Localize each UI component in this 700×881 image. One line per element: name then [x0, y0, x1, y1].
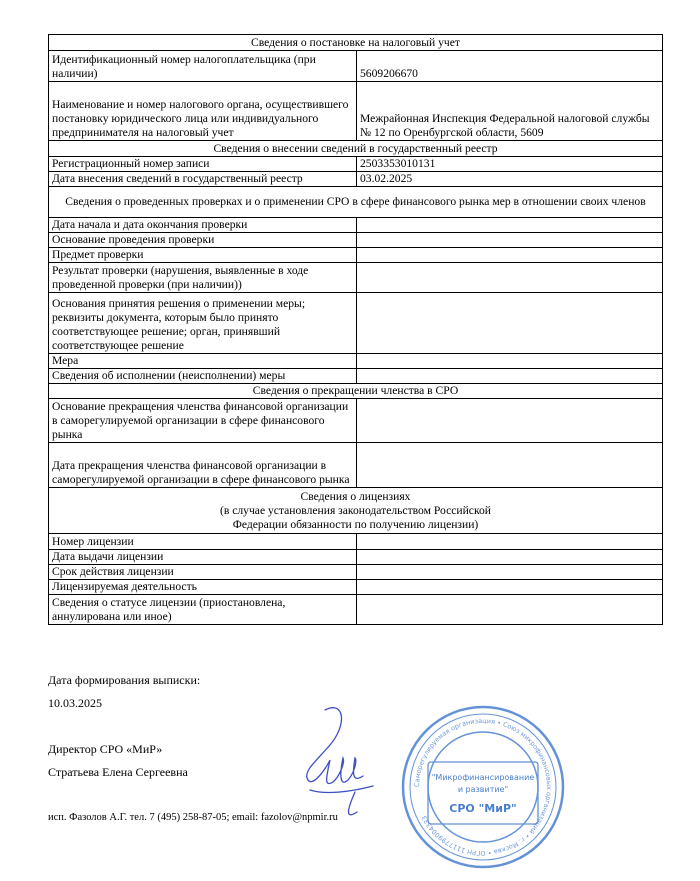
- label-check-subject: Предмет проверки: [49, 248, 357, 263]
- extract-date-value: 10.03.2025: [48, 696, 102, 710]
- stamp-line2: и развитие": [457, 785, 509, 794]
- value-lic-term: [357, 565, 663, 580]
- value-lic-number: [357, 534, 663, 550]
- value-lic-activity: [357, 580, 663, 595]
- value-reg-date: 03.02.2025: [357, 172, 663, 187]
- label-measure-execution: Сведения об исполнении (неисполнении) меры: [49, 369, 357, 384]
- director-name: Стратьева Елена Сергеевна: [48, 765, 188, 779]
- label-check-basis: Основание проведения проверки: [49, 233, 357, 248]
- director-title: Директор СРО «МиР»: [48, 742, 163, 756]
- executor-note: исп. Фазолов А.Г. тел. 7 (495) 258-87-05; email: fazolov@npmir.ru: [48, 812, 338, 823]
- licenses-title: Сведения о лицензиях: [300, 489, 411, 503]
- value-tax-authority: Межрайонная Инспекция Федеральной налоговой службы № 12 по Оренбургской области, 5609: [357, 82, 663, 141]
- extract-date-label: Дата формирования выписки:: [48, 673, 201, 687]
- stamp-ring-text: Саморегулируемая организация • Союз микрофинансовых организаций • г. Москва • ОГРН 1117799004333: [412, 716, 554, 858]
- label-tax-authority: Наименование и номер налогового органа, осуществившего постановку юридического лица или индивидуального предпринимателя на налоговый учет: [49, 82, 357, 141]
- value-inn: 5609206670: [357, 51, 663, 82]
- value-lic-date: [357, 550, 663, 565]
- section-licenses: [49, 488, 663, 534]
- signature-icon: [285, 700, 385, 825]
- label-term-date: Дата прекращения членства финансовой организации в саморегулируемой организации в сфере финансового рынка: [49, 443, 357, 488]
- label-reg-date: Дата внесения сведений в государственный реестр: [49, 172, 357, 187]
- label-lic-activity: Лицензируемая деятельность: [49, 580, 357, 595]
- value-term-basis: [357, 399, 663, 443]
- label-lic-date: Дата выдачи лицензии: [49, 550, 357, 565]
- registry-table: [48, 34, 663, 625]
- label-reg-number: Регистрационный номер записи: [49, 157, 357, 172]
- label-inn: Идентификационный номер налогоплательщика (при наличии): [49, 51, 357, 82]
- value-lic-status: [357, 595, 663, 625]
- label-check-dates: Дата начала и дата окончания проверки: [49, 218, 357, 233]
- value-measure-basis: [357, 293, 663, 354]
- section-state-registry: Сведения о внесении сведений в государственный реестр: [49, 141, 663, 157]
- value-check-subject: [357, 248, 663, 263]
- section-termination: Сведения о прекращении членства в СРО: [49, 384, 663, 399]
- licenses-subtitle-2: Федерации обязанности по получению лицензии): [232, 517, 479, 531]
- value-check-result: [357, 263, 663, 293]
- licenses-subtitle-1: (в случае установления законодательством Российской: [220, 503, 491, 517]
- value-check-dates: [357, 218, 663, 233]
- label-lic-term: Срок действия лицензии: [49, 565, 357, 580]
- stamp-seal-icon: [398, 702, 568, 872]
- label-lic-status: Сведения о статусе лицензии (приостановлена, аннулирована или иное): [49, 595, 357, 625]
- value-measure: [357, 354, 663, 369]
- label-measure: Мера: [49, 354, 357, 369]
- value-measure-execution: [357, 369, 663, 384]
- value-term-date: [357, 443, 663, 488]
- stamp-line1: "Микрофинансирование: [431, 773, 535, 782]
- label-check-result: Результат проверки (нарушения, выявленные в ходе проведенной проверки (при наличии)): [49, 263, 357, 293]
- value-check-basis: [357, 233, 663, 248]
- label-term-basis: Основание прекращения членства финансовой организации в саморегулируемой организации в сфере финансового рынка: [49, 399, 357, 443]
- section-inspections: Сведения о проведенных проверках и о применении СРО в сфере финансового рынка мер в отношении своих членов: [49, 187, 663, 218]
- stamp-line3: СРО "МиР": [449, 802, 517, 815]
- section-tax: Сведения о постановке на налоговый учет: [49, 35, 663, 51]
- label-lic-number: Номер лицензии: [49, 534, 357, 550]
- label-measure-basis: Основания принятия решения о применении меры; реквизиты документа, которым было принято соответствующее решение; орган, принявший соответствующее решение: [49, 293, 357, 354]
- value-reg-number: 2503353010131: [357, 157, 663, 172]
